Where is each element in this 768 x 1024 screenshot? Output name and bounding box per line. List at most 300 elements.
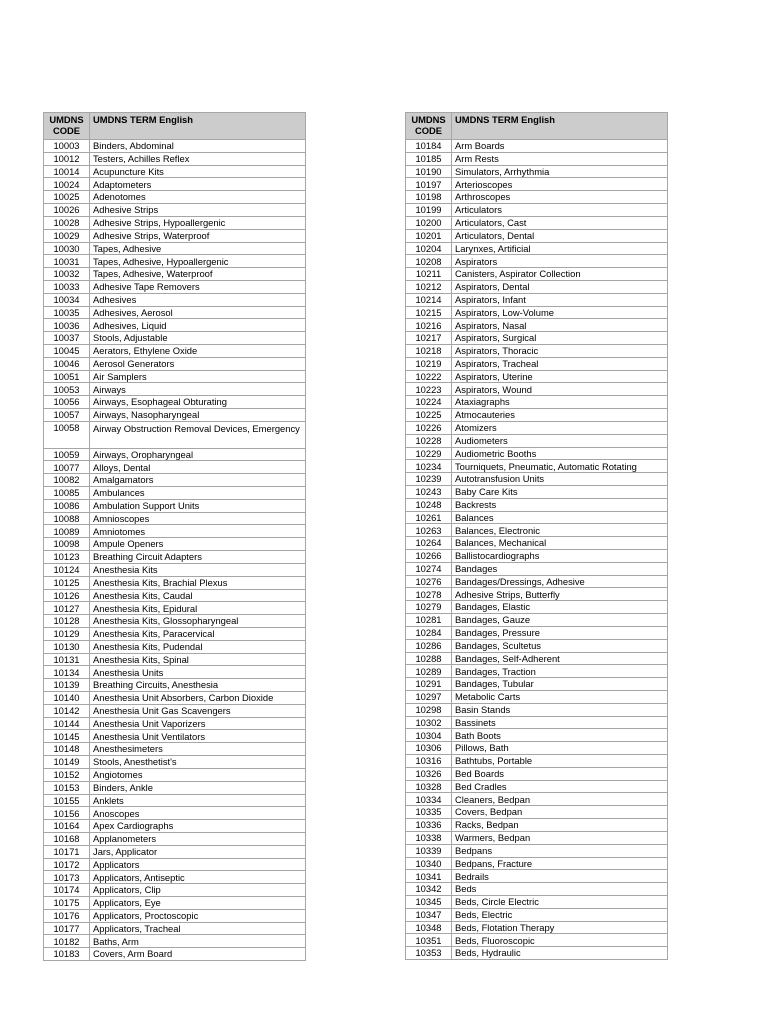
- umdns-code-cell: 10028: [44, 216, 90, 229]
- table-row: [44, 871, 306, 884]
- umdns-code-cell: 10326: [406, 767, 452, 780]
- umdns-code-cell: 10089: [44, 525, 90, 538]
- umdns-term-cell: Tapes, Adhesive, Waterproof: [90, 268, 306, 281]
- umdns-term-cell: Angiotomes: [90, 768, 306, 781]
- umdns-term-cell: Airways, Oropharyngeal: [90, 448, 306, 461]
- table-row: [44, 935, 306, 948]
- umdns-code-cell: 10156: [44, 807, 90, 820]
- umdns-code-cell: 10134: [44, 666, 90, 679]
- umdns-code-cell: 10201: [406, 229, 452, 242]
- umdns-code-cell: 10289: [406, 665, 452, 678]
- umdns-term-cell: Aspirators, Thoracic: [452, 345, 668, 358]
- table-row: [406, 780, 668, 793]
- umdns-code-cell: 10347: [406, 908, 452, 921]
- umdns-code-cell: 10012: [44, 152, 90, 165]
- umdns-code-cell: 10046: [44, 357, 90, 370]
- table-row: [406, 345, 668, 358]
- umdns-term-cell: Applanometers: [90, 832, 306, 845]
- table-row: [44, 178, 306, 191]
- code-header-line2: CODE: [52, 124, 81, 136]
- umdns-code-cell: 10264: [406, 537, 452, 550]
- umdns-term-cell: Anesthesia Kits, Paracervical: [90, 627, 306, 640]
- umdns-code-cell: 10144: [44, 717, 90, 730]
- table-row: [406, 626, 668, 639]
- umdns-code-cell: 10353: [406, 947, 452, 960]
- umdns-code-cell: 10316: [406, 755, 452, 768]
- umdns-term-cell: Canisters, Aspirator Collection: [452, 268, 668, 281]
- umdns-term-cell: Anesthesia Kits, Glossopharyngeal: [90, 615, 306, 628]
- table-row: [406, 690, 668, 703]
- table-row: [44, 794, 306, 807]
- umdns-code-cell: 10274: [406, 562, 452, 575]
- umdns-term-cell: Ballistocardiographs: [452, 550, 668, 563]
- umdns-term-cell: Atmocauteries: [452, 409, 668, 422]
- umdns-term-cell: Anesthesia Kits: [90, 563, 306, 576]
- umdns-term-cell: Warmers, Bedpan: [452, 831, 668, 844]
- umdns-term-cell: Airways, Esophageal Obturating: [90, 396, 306, 409]
- table-row: [406, 703, 668, 716]
- table-row: [44, 332, 306, 345]
- code-column-header: [406, 113, 452, 140]
- umdns-term-cell: Beds: [452, 883, 668, 896]
- table-row: [406, 921, 668, 934]
- umdns-code-cell: 10229: [406, 447, 452, 460]
- umdns-code-cell: 10208: [406, 255, 452, 268]
- umdns-code-cell: 10204: [406, 242, 452, 255]
- umdns-code-cell: 10286: [406, 639, 452, 652]
- table-row: [44, 487, 306, 500]
- term-column-header: UMDNS TERM English: [452, 113, 668, 140]
- umdns-code-cell: 10304: [406, 729, 452, 742]
- umdns-code-cell: 10032: [44, 268, 90, 281]
- umdns-term-cell: Metabolic Carts: [452, 690, 668, 703]
- table-row: [44, 280, 306, 293]
- table-row: [44, 948, 306, 961]
- umdns-code-cell: 10288: [406, 652, 452, 665]
- umdns-code-cell: 10234: [406, 460, 452, 473]
- umdns-term-cell: Aspirators, Low-Volume: [452, 306, 668, 319]
- table-row: [44, 781, 306, 794]
- umdns-term-cell: Adhesive Strips, Waterproof: [90, 229, 306, 242]
- table-row: [44, 474, 306, 487]
- umdns-code-cell: 10088: [44, 512, 90, 525]
- umdns-code-cell: 10149: [44, 756, 90, 769]
- table-row: [44, 576, 306, 589]
- umdns-term-cell: Applicators, Proctoscopic: [90, 909, 306, 922]
- table-row: [406, 947, 668, 960]
- umdns-term-cell: Bathtubs, Portable: [452, 755, 668, 768]
- table-row: [406, 152, 668, 165]
- table-row: [406, 485, 668, 498]
- table-row: [406, 755, 668, 768]
- umdns-term-cell: Beds, Fluoroscopic: [452, 934, 668, 947]
- umdns-term-cell: Adhesives: [90, 293, 306, 306]
- umdns-code-cell: 10335: [406, 806, 452, 819]
- umdns-term-cell: Larynxes, Artificial: [452, 242, 668, 255]
- umdns-code-cell: 10139: [44, 679, 90, 692]
- umdns-term-cell: Breathing Circuit Adapters: [90, 551, 306, 564]
- table-row: [44, 922, 306, 935]
- umdns-term-cell: Anesthesimeters: [90, 743, 306, 756]
- umdns-code-cell: 10014: [44, 165, 90, 178]
- umdns-code-cell: 10226: [406, 421, 452, 434]
- umdns-term-cell: Autotransfusion Units: [452, 473, 668, 486]
- table-header-row: [406, 113, 668, 140]
- table-row: [44, 666, 306, 679]
- umdns-term-cell: Pillows, Bath: [452, 742, 668, 755]
- umdns-term-cell: Adhesive Tape Removers: [90, 280, 306, 293]
- umdns-code-cell: 10130: [44, 640, 90, 653]
- umdns-term-cell: Bandages: [452, 562, 668, 575]
- umdns-code-cell: 10126: [44, 589, 90, 602]
- umdns-term-cell: Anesthesia Unit Ventilators: [90, 730, 306, 743]
- umdns-term-cell: Anesthesia Unit Vaporizers: [90, 717, 306, 730]
- table-row: [44, 512, 306, 525]
- umdns-code-cell: 10123: [44, 551, 90, 564]
- umdns-term-cell: Articulators, Dental: [452, 229, 668, 242]
- umdns-code-cell: 10218: [406, 345, 452, 358]
- umdns-term-cell: Adhesive Strips, Butterfly: [452, 588, 668, 601]
- table-row: [44, 448, 306, 461]
- umdns-code-cell: 10155: [44, 794, 90, 807]
- table-row: [406, 575, 668, 588]
- umdns-term-cell: Balances: [452, 511, 668, 524]
- table-row: [44, 717, 306, 730]
- table-row: [406, 204, 668, 217]
- table-row: [44, 268, 306, 281]
- umdns-term-cell: Stools, Adjustable: [90, 332, 306, 345]
- umdns-table-left: [43, 112, 306, 961]
- umdns-term-cell: Beds, Electric: [452, 908, 668, 921]
- table-row: [406, 280, 668, 293]
- umdns-term-cell: Anesthesia Unit Gas Scavengers: [90, 704, 306, 717]
- umdns-code-cell: 10351: [406, 934, 452, 947]
- umdns-term-cell: Amniotomes: [90, 525, 306, 538]
- umdns-code-cell: 10003: [44, 140, 90, 153]
- umdns-term-cell: Tourniquets, Pneumatic, Automatic Rotating: [452, 460, 668, 473]
- umdns-term-cell: Adenotomes: [90, 191, 306, 204]
- umdns-code-cell: 10338: [406, 831, 452, 844]
- table-row: [406, 434, 668, 447]
- umdns-term-cell: Arterioscopes: [452, 178, 668, 191]
- umdns-term-cell: Alloys, Dental: [90, 461, 306, 474]
- umdns-term-cell: Beds, Hydraulic: [452, 947, 668, 960]
- umdns-code-cell: 10222: [406, 370, 452, 383]
- table-row: [44, 383, 306, 396]
- umdns-code-cell: 10174: [44, 884, 90, 897]
- table-row: [406, 614, 668, 627]
- table-row: [406, 716, 668, 729]
- table-row: [44, 756, 306, 769]
- table-row: [44, 884, 306, 897]
- table-row: [44, 845, 306, 858]
- umdns-term-cell: Covers, Arm Board: [90, 948, 306, 961]
- table-row: [406, 767, 668, 780]
- umdns-code-cell: 10057: [44, 409, 90, 422]
- umdns-term-cell: Acupuncture Kits: [90, 165, 306, 178]
- table-row: [44, 461, 306, 474]
- umdns-term-cell: Amnioscopes: [90, 512, 306, 525]
- umdns-code-cell: 10152: [44, 768, 90, 781]
- umdns-code-cell: 10342: [406, 883, 452, 896]
- table-row: [44, 563, 306, 576]
- table-row: [406, 473, 668, 486]
- umdns-code-cell: 10059: [44, 448, 90, 461]
- umdns-code-cell: 10085: [44, 487, 90, 500]
- umdns-code-cell: 10340: [406, 857, 452, 870]
- umdns-term-cell: Ambulation Support Units: [90, 499, 306, 512]
- umdns-term-cell: Aerosol Generators: [90, 357, 306, 370]
- umdns-code-cell: 10182: [44, 935, 90, 948]
- umdns-term-cell: Anoscopes: [90, 807, 306, 820]
- umdns-code-cell: 10148: [44, 743, 90, 756]
- umdns-term-cell: Balances, Electronic: [452, 524, 668, 537]
- table-row: [44, 832, 306, 845]
- table-row: [44, 897, 306, 910]
- umdns-term-cell: Bandages, Traction: [452, 665, 668, 678]
- umdns-code-cell: 10145: [44, 730, 90, 743]
- table-row: [44, 345, 306, 358]
- table-row: [44, 293, 306, 306]
- table-row: [406, 447, 668, 460]
- umdns-code-cell: 10173: [44, 871, 90, 884]
- umdns-code-cell: 10086: [44, 499, 90, 512]
- umdns-term-cell: Airways: [90, 383, 306, 396]
- umdns-code-cell: 10302: [406, 716, 452, 729]
- table-row: [406, 652, 668, 665]
- table-row: [406, 729, 668, 742]
- table-row: [406, 255, 668, 268]
- umdns-code-cell: 10263: [406, 524, 452, 537]
- umdns-term-cell: Applicators, Antiseptic: [90, 871, 306, 884]
- table-row: [44, 909, 306, 922]
- umdns-term-cell: Apex Cardiographs: [90, 820, 306, 833]
- table-row: [406, 524, 668, 537]
- umdns-code-cell: 10336: [406, 819, 452, 832]
- umdns-code-cell: 10127: [44, 602, 90, 615]
- table-row: [406, 793, 668, 806]
- umdns-code-cell: 10140: [44, 692, 90, 705]
- table-row: [406, 678, 668, 691]
- table-row: [44, 768, 306, 781]
- umdns-term-cell: Bath Boots: [452, 729, 668, 742]
- umdns-term-cell: Anesthesia Kits, Pudendal: [90, 640, 306, 653]
- umdns-code-cell: 10128: [44, 615, 90, 628]
- umdns-term-cell: Adhesive Strips: [90, 204, 306, 217]
- table-row: [406, 511, 668, 524]
- umdns-term-cell: Bed Cradles: [452, 780, 668, 793]
- umdns-term-cell: Articulators: [452, 204, 668, 217]
- umdns-code-cell: 10197: [406, 178, 452, 191]
- table-row: [44, 730, 306, 743]
- table-row: [44, 191, 306, 204]
- umdns-term-cell: Bandages/Dressings, Adhesive: [452, 575, 668, 588]
- umdns-code-cell: 10279: [406, 601, 452, 614]
- umdns-term-cell: Adhesives, Aerosol: [90, 306, 306, 319]
- umdns-term-cell: Anesthesia Unit Absorbers, Carbon Dioxide: [90, 692, 306, 705]
- umdns-term-cell: Articulators, Cast: [452, 216, 668, 229]
- table-row: [406, 421, 668, 434]
- term-column-header: UMDNS TERM English: [90, 113, 306, 140]
- table-row: [44, 396, 306, 409]
- umdns-term-cell: Aspirators, Tracheal: [452, 357, 668, 370]
- umdns-code-cell: 10239: [406, 473, 452, 486]
- table-row: [44, 216, 306, 229]
- umdns-term-cell: Bandages, Pressure: [452, 626, 668, 639]
- table-row: [406, 537, 668, 550]
- umdns-term-cell: Anesthesia Kits, Spinal: [90, 653, 306, 666]
- table-row: [44, 551, 306, 564]
- table-row: [406, 396, 668, 409]
- umdns-code-cell: 10129: [44, 627, 90, 640]
- table-row: [406, 588, 668, 601]
- table-row: [406, 268, 668, 281]
- umdns-table-right: [405, 112, 668, 960]
- umdns-term-cell: Atomizers: [452, 421, 668, 434]
- umdns-term-cell: Arthroscopes: [452, 191, 668, 204]
- umdns-code-cell: 10082: [44, 474, 90, 487]
- table-row: [406, 409, 668, 422]
- umdns-term-cell: Applicators, Eye: [90, 897, 306, 910]
- umdns-code-cell: 10243: [406, 485, 452, 498]
- table-row: [44, 525, 306, 538]
- table-row: [44, 421, 306, 448]
- umdns-code-cell: 10168: [44, 832, 90, 845]
- umdns-term-cell: Arm Boards: [452, 140, 668, 153]
- table-row: [44, 229, 306, 242]
- table-row: [44, 820, 306, 833]
- table-row: [44, 499, 306, 512]
- table-row: [406, 806, 668, 819]
- table-row: [406, 908, 668, 921]
- umdns-term-cell: Anklets: [90, 794, 306, 807]
- umdns-code-cell: 10298: [406, 703, 452, 716]
- umdns-code-cell: 10228: [406, 434, 452, 447]
- table-row: [44, 627, 306, 640]
- umdns-code-cell: 10058: [44, 421, 90, 448]
- table-row: [406, 306, 668, 319]
- umdns-code-cell: 10037: [44, 332, 90, 345]
- table-body-left: [44, 140, 306, 961]
- umdns-code-cell: 10033: [44, 280, 90, 293]
- umdns-term-cell: Aspirators, Wound: [452, 383, 668, 396]
- table-row: [406, 229, 668, 242]
- umdns-term-cell: Bed Boards: [452, 767, 668, 780]
- umdns-term-cell: Jars, Applicator: [90, 845, 306, 858]
- table-row: [406, 639, 668, 652]
- umdns-term-cell: Ambulances: [90, 487, 306, 500]
- umdns-code-cell: 10190: [406, 165, 452, 178]
- umdns-term-cell: Simulators, Arrhythmia: [452, 165, 668, 178]
- umdns-term-cell: Aspirators, Surgical: [452, 332, 668, 345]
- umdns-code-cell: 10217: [406, 332, 452, 345]
- umdns-code-cell: 10215: [406, 306, 452, 319]
- umdns-term-cell: Bassinets: [452, 716, 668, 729]
- umdns-term-cell: Binders, Ankle: [90, 781, 306, 794]
- table-row: [406, 498, 668, 511]
- umdns-term-cell: Anesthesia Kits, Brachial Plexus: [90, 576, 306, 589]
- umdns-code-cell: 10045: [44, 345, 90, 358]
- umdns-code-cell: 10266: [406, 550, 452, 563]
- table-row: [406, 357, 668, 370]
- umdns-term-cell: Beds, Circle Electric: [452, 895, 668, 908]
- table-row: [44, 204, 306, 217]
- umdns-term-cell: Breathing Circuits, Anesthesia: [90, 679, 306, 692]
- table-row: [44, 165, 306, 178]
- umdns-code-cell: 10035: [44, 306, 90, 319]
- umdns-term-cell: Audiometers: [452, 434, 668, 447]
- table-row: [406, 332, 668, 345]
- code-header-line2: CODE: [414, 124, 443, 136]
- table-row: [406, 844, 668, 857]
- umdns-term-cell: Aspirators, Infant: [452, 293, 668, 306]
- umdns-code-cell: 10077: [44, 461, 90, 474]
- umdns-term-cell: Applicators, Clip: [90, 884, 306, 897]
- umdns-code-cell: 10348: [406, 921, 452, 934]
- umdns-term-cell: Arm Rests: [452, 152, 668, 165]
- umdns-code-cell: 10223: [406, 383, 452, 396]
- umdns-term-cell: Backrests: [452, 498, 668, 511]
- umdns-code-cell: 10098: [44, 538, 90, 551]
- table-row: [406, 293, 668, 306]
- umdns-term-cell: Airways, Nasopharyngeal: [90, 409, 306, 422]
- umdns-code-cell: 10224: [406, 396, 452, 409]
- umdns-code-cell: 10219: [406, 357, 452, 370]
- umdns-code-cell: 10281: [406, 614, 452, 627]
- table-row: [406, 216, 668, 229]
- umdns-term-cell: Covers, Bedpan: [452, 806, 668, 819]
- umdns-code-cell: 10164: [44, 820, 90, 833]
- table-row: [44, 589, 306, 602]
- table-row: [406, 831, 668, 844]
- umdns-code-cell: 10183: [44, 948, 90, 961]
- umdns-code-cell: 10198: [406, 191, 452, 204]
- umdns-code-cell: 10291: [406, 678, 452, 691]
- umdns-term-cell: Aspirators: [452, 255, 668, 268]
- table-row: [406, 178, 668, 191]
- umdns-term-cell: Anesthesia Units: [90, 666, 306, 679]
- umdns-code-cell: 10216: [406, 319, 452, 332]
- table-header-row: [44, 113, 306, 140]
- table-row: [44, 602, 306, 615]
- umdns-term-cell: Bandages, Elastic: [452, 601, 668, 614]
- umdns-code-cell: 10345: [406, 895, 452, 908]
- umdns-code-cell: 10297: [406, 690, 452, 703]
- table-row: [406, 383, 668, 396]
- umdns-term-cell: Racks, Bedpan: [452, 819, 668, 832]
- umdns-term-cell: Anesthesia Kits, Epidural: [90, 602, 306, 615]
- table-row: [406, 895, 668, 908]
- umdns-code-cell: 10306: [406, 742, 452, 755]
- umdns-code-cell: 10056: [44, 396, 90, 409]
- table-row: [406, 191, 668, 204]
- umdns-term-cell: Baths, Arm: [90, 935, 306, 948]
- table-row: [406, 665, 668, 678]
- table-row: [44, 538, 306, 551]
- umdns-code-cell: 10030: [44, 242, 90, 255]
- umdns-code-cell: 10124: [44, 563, 90, 576]
- umdns-term-cell: Anesthesia Kits, Caudal: [90, 589, 306, 602]
- umdns-code-cell: 10212: [406, 280, 452, 293]
- umdns-code-cell: 10276: [406, 575, 452, 588]
- umdns-code-cell: 10261: [406, 511, 452, 524]
- umdns-term-cell: Aerators, Ethylene Oxide: [90, 345, 306, 358]
- umdns-term-cell: Applicators, Tracheal: [90, 922, 306, 935]
- umdns-term-cell: Basin Stands: [452, 703, 668, 716]
- table-row: [406, 601, 668, 614]
- umdns-code-cell: 10184: [406, 140, 452, 153]
- umdns-term-cell: Air Samplers: [90, 370, 306, 383]
